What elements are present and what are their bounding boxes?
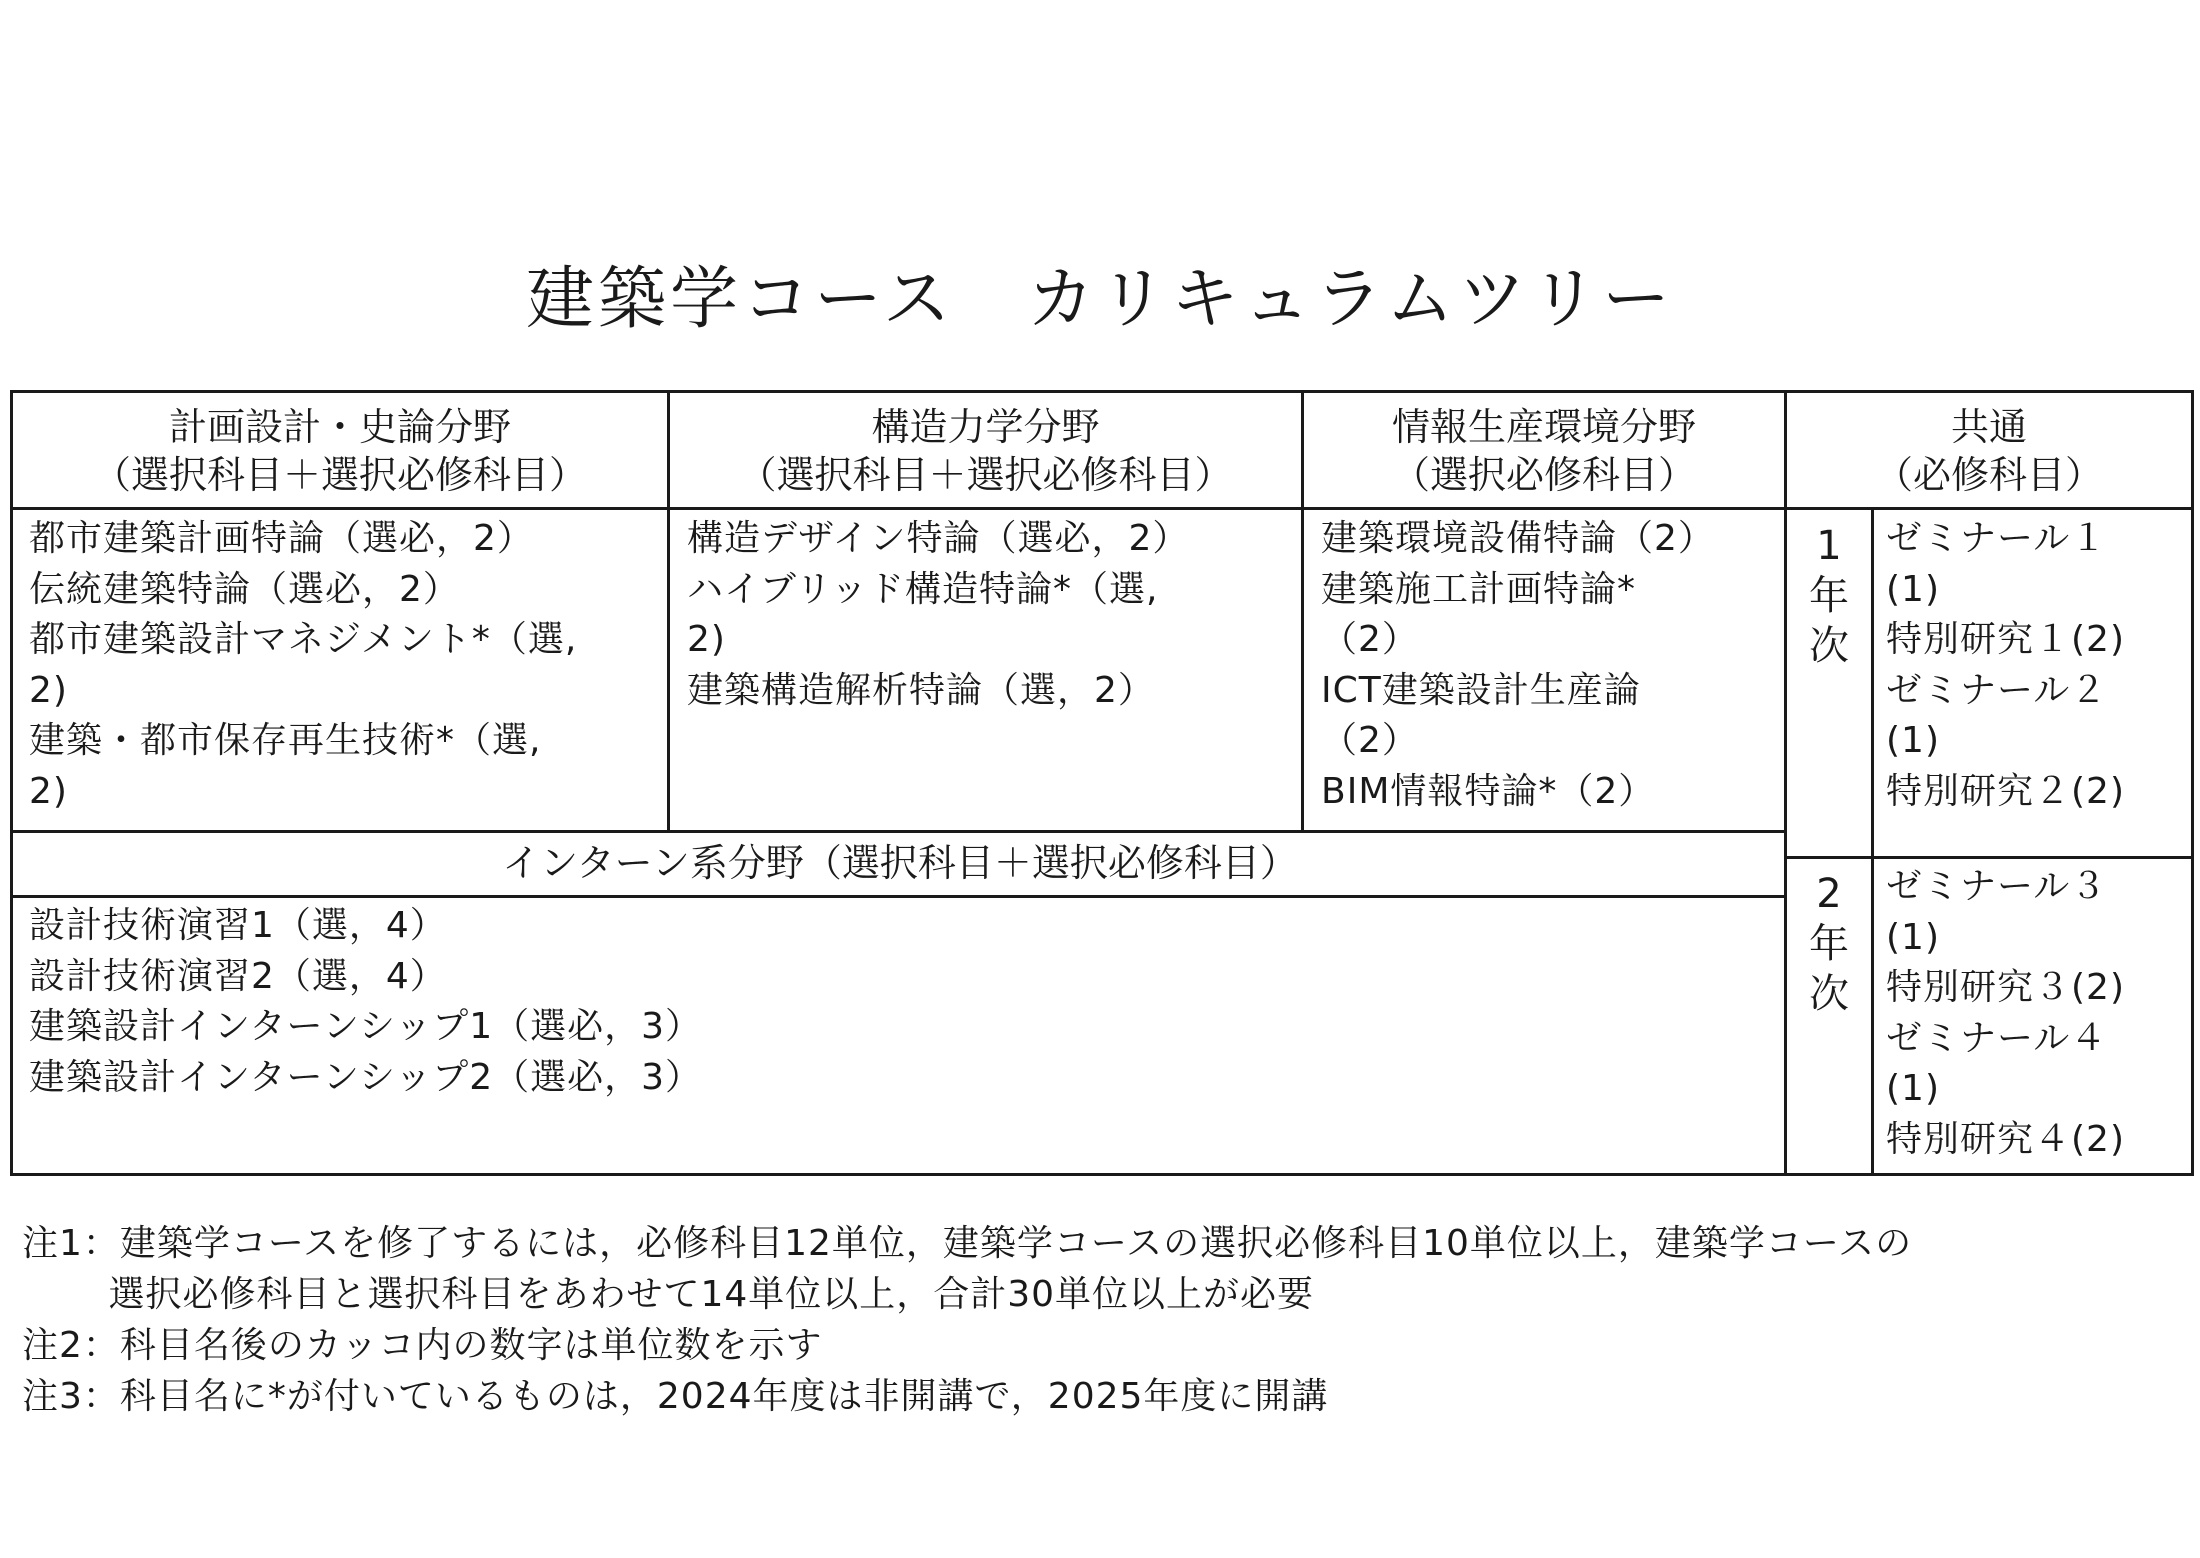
course-item: (1) — [1886, 916, 1940, 958]
internship-heading: インターン系分野（選択科目＋選択必修科目） — [502, 841, 1298, 885]
header-divider — [13, 507, 2191, 510]
course-item: 建築施工計画特論* — [1321, 568, 1637, 610]
header-environment-name: 情報生産環境分野 — [1391, 405, 1696, 449]
header-common-type: （必修科目） — [1874, 453, 2103, 497]
course-item: 特別研究２(2) — [1886, 770, 2125, 812]
year-label-char: 2 — [1816, 871, 1842, 917]
year-label-char: 年 — [1809, 921, 1849, 967]
header-common-name: 共通 — [1950, 405, 2027, 449]
year-divider — [1787, 856, 2191, 859]
course-item: 建築設計インターンシップ1（選必，3） — [29, 1006, 703, 1047]
course-item: ICT建築設計生産論 — [1321, 669, 1641, 711]
planning-course-list — [29, 514, 577, 817]
course-item: （2） — [1321, 619, 1419, 660]
course-item: 2) — [29, 770, 68, 812]
course-item: 特別研究３(2) — [1886, 967, 2125, 1008]
course-item: （2） — [1321, 720, 1419, 761]
year-label-char: 年 — [1809, 573, 1849, 619]
course-item: (1) — [1886, 720, 1940, 761]
course-item: ゼミナール２ — [1886, 669, 2108, 711]
curriculum-table — [10, 390, 2194, 1176]
course-item: 建築・都市保存再生技術*（選, — [29, 720, 542, 761]
course-item: ハイブリッド構造特論*（選, — [687, 568, 1159, 610]
course-item: 建築設計インターンシップ2（選必，3） — [29, 1056, 703, 1098]
header-environment-type: （選択必修科目） — [1391, 453, 1696, 497]
internship-top-divider — [13, 830, 1787, 833]
course-item: ゼミナール４ — [1886, 1017, 2108, 1059]
course-item: 2) — [29, 669, 68, 711]
course-item: 建築環境設備特論（2） — [1321, 518, 1715, 559]
year1-course-list — [1886, 514, 2125, 817]
col-divider-3 — [1784, 393, 1787, 1173]
header-planning — [13, 403, 667, 499]
course-item: 設計技術演習1（選，4） — [29, 905, 447, 946]
internship-heading-divider — [13, 895, 1787, 898]
footnotes — [22, 1218, 1912, 1422]
course-item: (1) — [1886, 568, 1940, 610]
footnote-line: 選択必修科目と選択科目をあわせて14単位以上，合計30単位以上が必要 — [22, 1274, 1315, 1315]
course-item: ゼミナール１ — [1886, 518, 2108, 559]
course-item: (1) — [1886, 1068, 1940, 1109]
footnote-line: 注2：科目名後のカッコ内の数字は単位数を示す — [22, 1325, 823, 1366]
footnote-line: 注1：建築学コースを修了するには，必修科目12単位，建築学コースの選択必修科目10単位以上，建築学コースの — [22, 1223, 1913, 1264]
header-structure-type: （選択科目＋選択必修科目） — [738, 453, 1233, 497]
header-environment — [1304, 403, 1784, 499]
course-item: BIM情報特論*（2） — [1321, 770, 1656, 812]
course-item: 都市建築設計マネジメント*（選, — [29, 619, 578, 660]
course-item: 2) — [687, 619, 726, 660]
structure-course-list — [687, 514, 1189, 716]
course-item: 特別研究１(2) — [1886, 619, 2125, 660]
internship-course-list — [29, 901, 702, 1103]
course-item: ゼミナール３ — [1886, 866, 2108, 907]
course-item: 特別研究４(2) — [1886, 1118, 2125, 1160]
year2-course-list — [1886, 862, 2125, 1165]
course-item: 建築構造解析特論（選，2） — [687, 669, 1155, 711]
year-label-char: 次 — [1809, 623, 1849, 669]
course-item: 都市建築計画特論（選必，2） — [29, 518, 534, 559]
header-structure — [670, 403, 1301, 499]
course-item: 伝統建築特論（選必，2） — [29, 568, 460, 610]
header-structure-name: 構造力学分野 — [871, 405, 1100, 449]
header-planning-type: （選択科目＋選択必修科目） — [92, 453, 587, 497]
course-item: 構造デザイン特論（選必，2） — [687, 518, 1190, 559]
header-planning-name: 計画設計・史論分野 — [168, 405, 511, 449]
year2-label — [1787, 869, 1871, 1019]
year-label-char: 1 — [1816, 523, 1842, 569]
course-item: 設計技術演習2（選，4） — [29, 955, 447, 997]
year1-label — [1787, 521, 1871, 671]
environment-course-list — [1321, 514, 1715, 817]
header-common — [1787, 403, 2191, 499]
footnote-line: 注3：科目名に*が付いているものは，2024年度は非開講で，2025年度に開講 — [22, 1376, 1329, 1417]
year-label-divider — [1871, 507, 1874, 1173]
year-label-char: 次 — [1809, 971, 1849, 1017]
page-title: 建築学コース カリキュラムツリー — [526, 260, 1674, 339]
